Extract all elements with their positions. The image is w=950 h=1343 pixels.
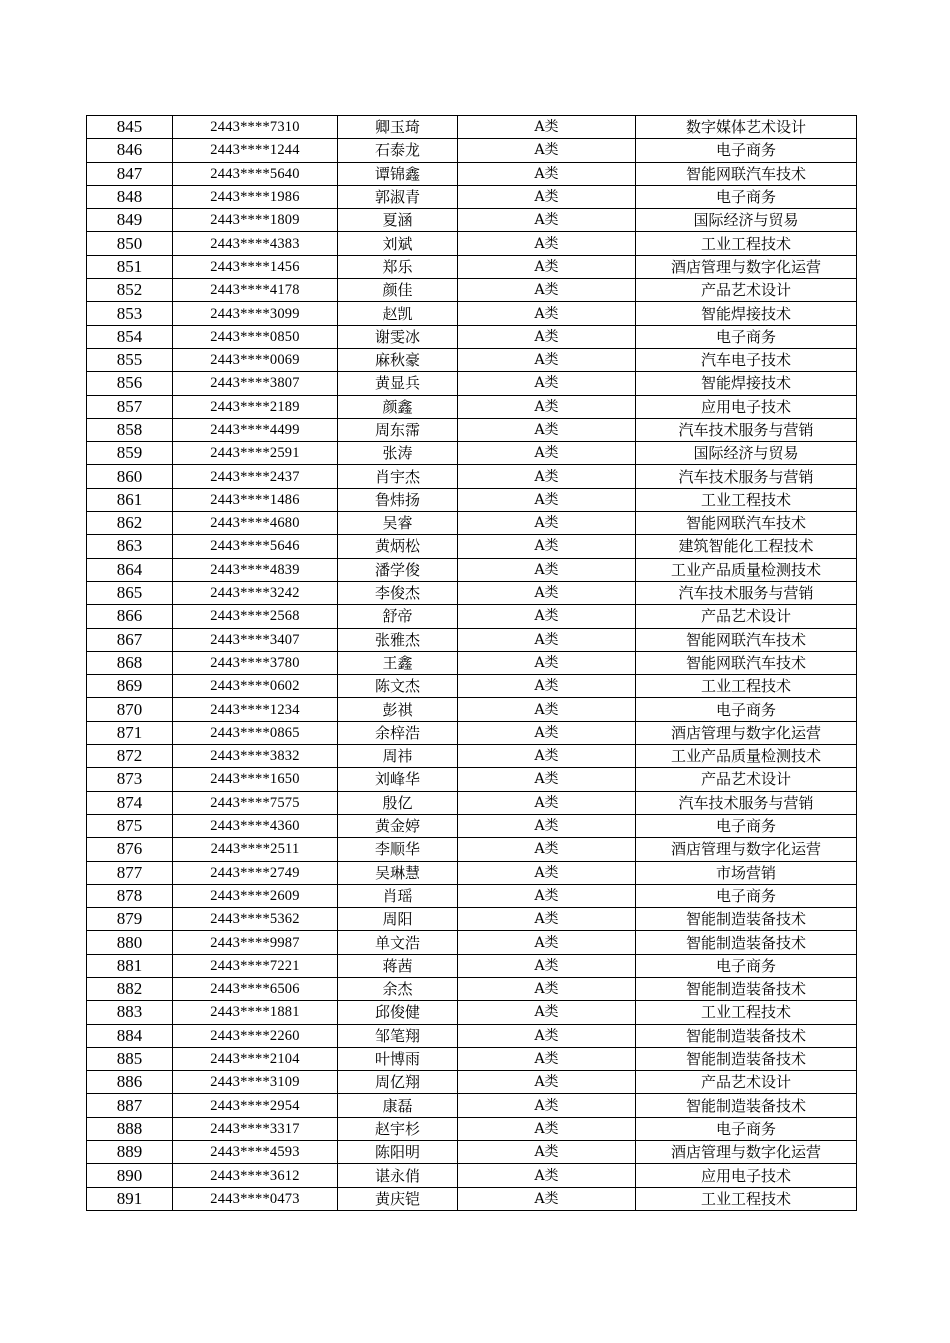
table-row (87, 931, 857, 954)
category-cell: A类 (458, 698, 636, 721)
table-row (87, 512, 857, 535)
category-cell: A类 (458, 884, 636, 907)
row-number-cell: 855 (87, 348, 173, 371)
student-name-cell: 石泰龙 (338, 139, 458, 162)
student-name-cell: 舒帝 (338, 605, 458, 628)
row-number-cell: 867 (87, 628, 173, 651)
major-cell: 建筑智能化工程技术 (636, 535, 857, 558)
table-row (87, 1071, 857, 1094)
category-cell: A类 (458, 651, 636, 674)
row-number-cell: 865 (87, 581, 173, 604)
student-name-cell: 周亿翔 (338, 1071, 458, 1094)
candidate-id-cell: 2443****2954 (173, 1094, 338, 1117)
major-cell: 酒店管理与数字化运营 (636, 838, 857, 861)
major-cell: 智能制造装备技术 (636, 977, 857, 1000)
candidate-id-cell: 2443****1809 (173, 209, 338, 232)
candidate-id-cell: 2443****1986 (173, 185, 338, 208)
major-cell: 电子商务 (636, 954, 857, 977)
student-name-cell: 刘斌 (338, 232, 458, 255)
table-row (87, 139, 857, 162)
table-row (87, 302, 857, 325)
student-name-cell: 谢雯冰 (338, 325, 458, 348)
candidate-id-cell: 2443****2260 (173, 1024, 338, 1047)
row-number-cell: 858 (87, 418, 173, 441)
category-cell: A类 (458, 977, 636, 1000)
candidate-id-cell: 2443****0602 (173, 675, 338, 698)
row-number-cell: 888 (87, 1117, 173, 1140)
category-cell: A类 (458, 255, 636, 278)
row-number-cell: 852 (87, 279, 173, 302)
row-number-cell: 873 (87, 768, 173, 791)
student-name-cell: 郭淑青 (338, 185, 458, 208)
category-cell: A类 (458, 1117, 636, 1140)
table-row (87, 581, 857, 604)
category-cell: A类 (458, 838, 636, 861)
row-number-cell: 862 (87, 512, 173, 535)
row-number-cell: 890 (87, 1164, 173, 1187)
category-cell: A类 (458, 1024, 636, 1047)
row-number-cell: 856 (87, 372, 173, 395)
major-cell: 产品艺术设计 (636, 768, 857, 791)
student-name-cell: 叶博雨 (338, 1047, 458, 1070)
candidate-id-cell: 2443****4593 (173, 1141, 338, 1164)
candidate-id-cell: 2443****7575 (173, 791, 338, 814)
candidate-id-cell: 2443****7221 (173, 954, 338, 977)
row-number-cell: 864 (87, 558, 173, 581)
table-row (87, 954, 857, 977)
student-name-cell: 张雅杰 (338, 628, 458, 651)
category-cell: A类 (458, 348, 636, 371)
table-row (87, 1094, 857, 1117)
student-name-cell: 黄炳松 (338, 535, 458, 558)
candidate-id-cell: 2443****2189 (173, 395, 338, 418)
student-name-cell: 潘学俊 (338, 558, 458, 581)
row-number-cell: 880 (87, 931, 173, 954)
student-name-cell: 邱俊健 (338, 1001, 458, 1024)
category-cell: A类 (458, 605, 636, 628)
row-number-cell: 846 (87, 139, 173, 162)
category-cell: A类 (458, 395, 636, 418)
table-row (87, 488, 857, 511)
candidate-id-cell: 2443****2609 (173, 884, 338, 907)
row-number-cell: 889 (87, 1141, 173, 1164)
candidate-id-cell: 2443****3780 (173, 651, 338, 674)
category-cell: A类 (458, 535, 636, 558)
row-number-cell: 885 (87, 1047, 173, 1070)
major-cell: 工业工程技术 (636, 488, 857, 511)
category-cell: A类 (458, 954, 636, 977)
category-cell: A类 (458, 512, 636, 535)
student-name-cell: 单文浩 (338, 931, 458, 954)
candidate-id-cell: 2443****2568 (173, 605, 338, 628)
major-cell: 智能网联汽车技术 (636, 628, 857, 651)
candidate-id-cell: 2443****3612 (173, 1164, 338, 1187)
major-cell: 智能制造装备技术 (636, 931, 857, 954)
table-row (87, 162, 857, 185)
table-row (87, 442, 857, 465)
student-name-cell: 殷亿 (338, 791, 458, 814)
student-name-cell: 彭祺 (338, 698, 458, 721)
category-cell: A类 (458, 442, 636, 465)
major-cell: 电子商务 (636, 325, 857, 348)
major-cell: 国际经济与贸易 (636, 442, 857, 465)
category-cell: A类 (458, 768, 636, 791)
row-number-cell: 848 (87, 185, 173, 208)
major-cell: 工业产品质量检测技术 (636, 558, 857, 581)
candidate-id-cell: 2443****1881 (173, 1001, 338, 1024)
major-cell: 国际经济与贸易 (636, 209, 857, 232)
candidate-id-cell: 2443****1244 (173, 139, 338, 162)
candidate-id-cell: 2443****4383 (173, 232, 338, 255)
candidate-id-cell: 2443****0473 (173, 1187, 338, 1210)
student-name-cell: 吴琳慧 (338, 861, 458, 884)
student-name-cell: 张涛 (338, 442, 458, 465)
student-name-cell: 夏涵 (338, 209, 458, 232)
row-number-cell: 851 (87, 255, 173, 278)
major-cell: 产品艺术设计 (636, 279, 857, 302)
category-cell: A类 (458, 418, 636, 441)
candidate-id-cell: 2443****1456 (173, 255, 338, 278)
table-row (87, 908, 857, 931)
candidate-id-cell: 2443****4178 (173, 279, 338, 302)
table-row (87, 465, 857, 488)
table-row (87, 884, 857, 907)
table-row (87, 325, 857, 348)
candidate-id-cell: 2443****2591 (173, 442, 338, 465)
table-row (87, 209, 857, 232)
category-cell: A类 (458, 325, 636, 348)
candidate-id-cell: 2443****5362 (173, 908, 338, 931)
student-name-cell: 邹笔翔 (338, 1024, 458, 1047)
row-number-cell: 891 (87, 1187, 173, 1210)
student-name-cell: 余梓浩 (338, 721, 458, 744)
major-cell: 产品艺术设计 (636, 605, 857, 628)
category-cell: A类 (458, 232, 636, 255)
table-row (87, 745, 857, 768)
table-row (87, 838, 857, 861)
table-row (87, 1024, 857, 1047)
table-row (87, 1001, 857, 1024)
student-name-cell: 谭锦鑫 (338, 162, 458, 185)
row-number-cell: 859 (87, 442, 173, 465)
student-name-cell: 赵凯 (338, 302, 458, 325)
candidate-id-cell: 2443****2511 (173, 838, 338, 861)
candidate-id-cell: 2443****3832 (173, 745, 338, 768)
candidate-id-cell: 2443****2104 (173, 1047, 338, 1070)
student-name-cell: 肖瑶 (338, 884, 458, 907)
category-cell: A类 (458, 745, 636, 768)
major-cell: 电子商务 (636, 698, 857, 721)
table-row (87, 628, 857, 651)
major-cell: 电子商务 (636, 814, 857, 837)
table-row (87, 977, 857, 1000)
student-name-cell: 周东霈 (338, 418, 458, 441)
candidate-id-cell: 2443****1650 (173, 768, 338, 791)
row-number-cell: 879 (87, 908, 173, 931)
category-cell: A类 (458, 1001, 636, 1024)
row-number-cell: 854 (87, 325, 173, 348)
major-cell: 市场营销 (636, 861, 857, 884)
category-cell: A类 (458, 1141, 636, 1164)
table-row (87, 861, 857, 884)
student-name-cell: 麻秋豪 (338, 348, 458, 371)
table-row (87, 698, 857, 721)
candidate-id-cell: 2443****0850 (173, 325, 338, 348)
student-name-cell: 黄庆铠 (338, 1187, 458, 1210)
row-number-cell: 871 (87, 721, 173, 744)
table-row (87, 395, 857, 418)
category-cell: A类 (458, 279, 636, 302)
major-cell: 电子商务 (636, 884, 857, 907)
table-row (87, 1117, 857, 1140)
major-cell: 汽车技术服务与营销 (636, 791, 857, 814)
row-number-cell: 872 (87, 745, 173, 768)
student-name-cell: 黄金婷 (338, 814, 458, 837)
table-row (87, 116, 857, 139)
student-name-cell: 鲁炜扬 (338, 488, 458, 511)
candidate-id-cell: 2443****5640 (173, 162, 338, 185)
major-cell: 智能制造装备技术 (636, 908, 857, 931)
table-row (87, 1141, 857, 1164)
row-number-cell: 877 (87, 861, 173, 884)
category-cell: A类 (458, 302, 636, 325)
candidate-id-cell: 2443****3407 (173, 628, 338, 651)
student-name-cell: 卿玉琦 (338, 116, 458, 139)
table-row (87, 255, 857, 278)
roster-sheet (86, 115, 856, 1211)
candidate-id-cell: 2443****3317 (173, 1117, 338, 1140)
candidate-id-cell: 2443****0069 (173, 348, 338, 371)
row-number-cell: 857 (87, 395, 173, 418)
category-cell: A类 (458, 558, 636, 581)
category-cell: A类 (458, 465, 636, 488)
row-number-cell: 869 (87, 675, 173, 698)
table-row (87, 651, 857, 674)
major-cell: 酒店管理与数字化运营 (636, 1141, 857, 1164)
candidate-id-cell: 2443****4839 (173, 558, 338, 581)
major-cell: 应用电子技术 (636, 1164, 857, 1187)
major-cell: 智能网联汽车技术 (636, 162, 857, 185)
major-cell: 工业产品质量检测技术 (636, 745, 857, 768)
category-cell: A类 (458, 1047, 636, 1070)
student-name-cell: 蒋茜 (338, 954, 458, 977)
row-number-cell: 863 (87, 535, 173, 558)
category-cell: A类 (458, 1071, 636, 1094)
row-number-cell: 886 (87, 1071, 173, 1094)
major-cell: 智能制造装备技术 (636, 1024, 857, 1047)
category-cell: A类 (458, 861, 636, 884)
candidate-id-cell: 2443****9987 (173, 931, 338, 954)
category-cell: A类 (458, 675, 636, 698)
candidate-id-cell: 2443****1234 (173, 698, 338, 721)
major-cell: 电子商务 (636, 139, 857, 162)
category-cell: A类 (458, 1094, 636, 1117)
student-name-cell: 谌永俏 (338, 1164, 458, 1187)
major-cell: 智能网联汽车技术 (636, 651, 857, 674)
candidate-id-cell: 2443****4499 (173, 418, 338, 441)
category-cell: A类 (458, 931, 636, 954)
row-number-cell: 884 (87, 1024, 173, 1047)
category-cell: A类 (458, 185, 636, 208)
table-row (87, 535, 857, 558)
candidate-id-cell: 2443****7310 (173, 116, 338, 139)
major-cell: 应用电子技术 (636, 395, 857, 418)
row-number-cell: 847 (87, 162, 173, 185)
candidate-id-cell: 2443****3099 (173, 302, 338, 325)
major-cell: 汽车技术服务与营销 (636, 465, 857, 488)
roster-table (86, 115, 857, 1211)
candidate-id-cell: 2443****3242 (173, 581, 338, 604)
category-cell: A类 (458, 139, 636, 162)
major-cell: 汽车技术服务与营销 (636, 418, 857, 441)
row-number-cell: 881 (87, 954, 173, 977)
row-number-cell: 887 (87, 1094, 173, 1117)
table-row (87, 372, 857, 395)
category-cell: A类 (458, 721, 636, 744)
table-row (87, 1164, 857, 1187)
row-number-cell: 853 (87, 302, 173, 325)
category-cell: A类 (458, 791, 636, 814)
table-row (87, 814, 857, 837)
category-cell: A类 (458, 162, 636, 185)
candidate-id-cell: 2443****6506 (173, 977, 338, 1000)
row-number-cell: 860 (87, 465, 173, 488)
row-number-cell: 849 (87, 209, 173, 232)
table-row (87, 791, 857, 814)
category-cell: A类 (458, 1164, 636, 1187)
row-number-cell: 861 (87, 488, 173, 511)
candidate-id-cell: 2443****2437 (173, 465, 338, 488)
row-number-cell: 883 (87, 1001, 173, 1024)
category-cell: A类 (458, 209, 636, 232)
major-cell: 汽车电子技术 (636, 348, 857, 371)
major-cell: 智能焊接技术 (636, 372, 857, 395)
table-row (87, 675, 857, 698)
row-number-cell: 845 (87, 116, 173, 139)
student-name-cell: 王鑫 (338, 651, 458, 674)
major-cell: 数字媒体艺术设计 (636, 116, 857, 139)
major-cell: 酒店管理与数字化运营 (636, 255, 857, 278)
student-name-cell: 康磊 (338, 1094, 458, 1117)
table-row (87, 185, 857, 208)
category-cell: A类 (458, 814, 636, 837)
row-number-cell: 868 (87, 651, 173, 674)
student-name-cell: 黄显兵 (338, 372, 458, 395)
student-name-cell: 李俊杰 (338, 581, 458, 604)
row-number-cell: 870 (87, 698, 173, 721)
row-number-cell: 866 (87, 605, 173, 628)
category-cell: A类 (458, 1187, 636, 1210)
major-cell: 工业工程技术 (636, 232, 857, 255)
major-cell: 智能制造装备技术 (636, 1094, 857, 1117)
candidate-id-cell: 2443****1486 (173, 488, 338, 511)
student-name-cell: 周祎 (338, 745, 458, 768)
student-name-cell: 吴睿 (338, 512, 458, 535)
student-name-cell: 陈文杰 (338, 675, 458, 698)
student-name-cell: 郑乐 (338, 255, 458, 278)
row-number-cell: 874 (87, 791, 173, 814)
student-name-cell: 刘峰华 (338, 768, 458, 791)
table-row (87, 558, 857, 581)
student-name-cell: 赵宇杉 (338, 1117, 458, 1140)
row-number-cell: 878 (87, 884, 173, 907)
candidate-id-cell: 2443****4680 (173, 512, 338, 535)
row-number-cell: 882 (87, 977, 173, 1000)
table-row (87, 605, 857, 628)
candidate-id-cell: 2443****3109 (173, 1071, 338, 1094)
roster-table-body (87, 116, 857, 1211)
major-cell: 工业工程技术 (636, 1001, 857, 1024)
row-number-cell: 875 (87, 814, 173, 837)
category-cell: A类 (458, 628, 636, 651)
student-name-cell: 周阳 (338, 908, 458, 931)
major-cell: 汽车技术服务与营销 (636, 581, 857, 604)
category-cell: A类 (458, 372, 636, 395)
table-row (87, 348, 857, 371)
table-row (87, 1047, 857, 1070)
table-row (87, 232, 857, 255)
candidate-id-cell: 2443****5646 (173, 535, 338, 558)
table-row (87, 279, 857, 302)
student-name-cell: 颜鑫 (338, 395, 458, 418)
student-name-cell: 颜佳 (338, 279, 458, 302)
category-cell: A类 (458, 581, 636, 604)
major-cell: 智能焊接技术 (636, 302, 857, 325)
candidate-id-cell: 2443****2749 (173, 861, 338, 884)
student-name-cell: 陈阳明 (338, 1141, 458, 1164)
major-cell: 电子商务 (636, 185, 857, 208)
table-row (87, 721, 857, 744)
major-cell: 产品艺术设计 (636, 1071, 857, 1094)
major-cell: 电子商务 (636, 1117, 857, 1140)
row-number-cell: 876 (87, 838, 173, 861)
table-row (87, 768, 857, 791)
major-cell: 工业工程技术 (636, 1187, 857, 1210)
major-cell: 智能制造装备技术 (636, 1047, 857, 1070)
major-cell: 酒店管理与数字化运营 (636, 721, 857, 744)
category-cell: A类 (458, 488, 636, 511)
category-cell: A类 (458, 908, 636, 931)
student-name-cell: 肖宇杰 (338, 465, 458, 488)
candidate-id-cell: 2443****3807 (173, 372, 338, 395)
major-cell: 智能网联汽车技术 (636, 512, 857, 535)
table-row (87, 418, 857, 441)
student-name-cell: 余杰 (338, 977, 458, 1000)
candidate-id-cell: 2443****0865 (173, 721, 338, 744)
student-name-cell: 李顺华 (338, 838, 458, 861)
major-cell: 工业工程技术 (636, 675, 857, 698)
row-number-cell: 850 (87, 232, 173, 255)
candidate-id-cell: 2443****4360 (173, 814, 338, 837)
table-row (87, 1187, 857, 1210)
category-cell: A类 (458, 116, 636, 139)
